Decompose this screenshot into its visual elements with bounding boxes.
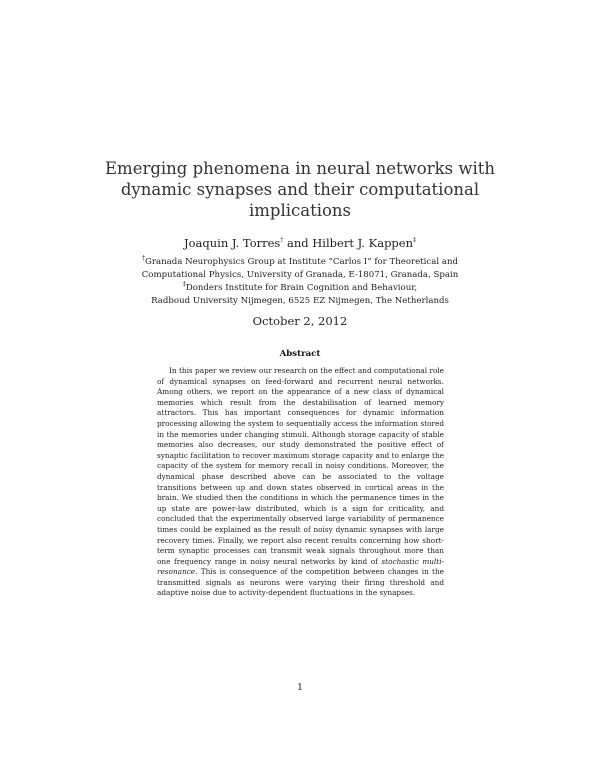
- affiliation-text: Granada Neurophysics Group at Institute “Carlos I” for Theoretical and: [144, 256, 459, 267]
- title-line-2: dynamic synapses and their computational: [120, 180, 480, 199]
- page-number: 1: [296, 682, 304, 693]
- affiliation-mark: †: [280, 237, 284, 245]
- author-name: Hilbert J. Kappen: [312, 236, 414, 250]
- author-conjunction: and: [286, 236, 309, 250]
- affiliation-text: Donders Institute for Brain Cognition and Behaviour,: [185, 282, 418, 293]
- abstract-heading: Abstract: [279, 349, 321, 359]
- author-name: Joaquin J. Torres: [183, 236, 281, 250]
- affiliation: [60, 278, 540, 308]
- abstract-body: [157, 366, 444, 599]
- affiliation-line: Computational Physics, University of Granada, E-18071, Granada, Spain: [141, 269, 459, 280]
- affiliation-mark: ‡: [413, 237, 417, 245]
- title-line-1: Emerging phenomena in neural networks with: [105, 159, 495, 178]
- abstract-emphasis: stochastic multi-resonance: [157, 556, 444, 577]
- affiliation-line: [60, 278, 540, 295]
- abstract-text: In this paper we review our research on the effect and computational role of dynamical synapses on feed-forward and recurrent neural networks. Among others, we report on the appearance of a new class of dynamical memories which result from the destabilisation of learned memory attractors. This has important consequences for dynamic information processing allowing the system to sequentially access the information stored in the memories under changing stimuli. Although storage capacity of stable memories also decreases, our study demonstrated the positive effect of synaptic facilitation to recover maximum storage capacity and to enlarge the capacity of the system for memory recall in noisy conditions. Moreover, the dynamical phase described above can be associated to the voltage transitions between up and down states observed in cortical areas in the brain. We studied then the conditions in which the permanence times in the up state are power-law distributed, which is a sign for criticality, and concluded that the experimentally observed large variability of permanence times could be explained as the result of noisy dynamic synapses with large recovery times. Finally, we report also recent results concerning how short-term synaptic processes can transmit weak signals throughout more than one frequency range in noisy neural networks by kind of: [157, 366, 444, 566]
- author-list: [100, 236, 500, 250]
- abstract-text: . This is consequence of the competition between changes in the transmitted signals as neurons were varying their firing threshold and adaptive noise due to activity-dependent fluctuations in the synapses.: [157, 567, 444, 598]
- affiliation-mark: †: [141, 255, 145, 262]
- publication-date: October 2, 2012: [252, 314, 348, 328]
- paper-title: [100, 158, 500, 221]
- affiliation-line: [60, 252, 540, 269]
- affiliation-line: Radboud University Nijmegen, 6525 EZ Nijmegen, The Netherlands: [151, 295, 449, 306]
- affiliation-mark: ‡: [182, 281, 186, 288]
- title-line-3: implications: [248, 201, 352, 220]
